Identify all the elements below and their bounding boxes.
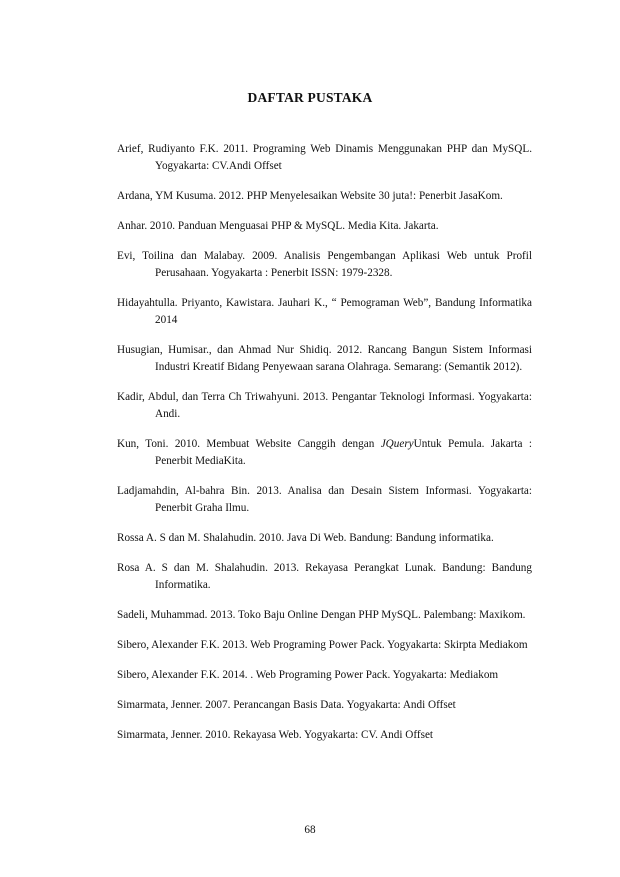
reference-text: Untuk Pemula. Jakarta : Penerbit MediaKita. [155, 438, 533, 467]
reference-item: Sadeli, Muhammad. 2013. Toko Baju Online Dengan PHP MySQL. Palembang: Maxikom. [117, 609, 526, 621]
reference-item: Kadir, Abdul, dan Terra Ch Triwahyuni. 2013. Pengantar Teknologi Informasi. Yogyakarta: Andi. [117, 391, 532, 420]
reference-item: Husugian, Humisar., dan Ahmad Nur Shidiq. 2012. Rancang Bangun Sistem Informasi Industri Kreatif Bidang Penyewaan sarana Olahraga. Semarang: (Semantik 2012). [117, 344, 532, 373]
reference-list [117, 141, 532, 757]
page-number: 68 [304, 824, 316, 836]
reference-italic-term: JQuery [380, 438, 414, 450]
reference-item: Evi, Toilina dan Malabay. 2009. Analisis Pengembangan Aplikasi Web untuk Profil Perusahaan. Yogyakarta : Penerbit ISSN: 1979-2328. [117, 250, 532, 279]
reference-item: Sibero, Alexander F.K. 2013. Web Programing Power Pack. Yogyakarta: Skirpta Mediakom [117, 639, 528, 651]
reference-item: Rosa A. S dan M. Shalahudin. 2013. Rekayasa Perangkat Lunak. Bandung: Bandung Informatika. [117, 562, 532, 591]
reference-item: Sibero, Alexander F.K. 2014. . Web Programing Power Pack. Yogyakarta: Mediakom [117, 669, 499, 681]
reference-item: Arief, Rudiyanto F.K. 2011. Programing Web Dinamis Menggunakan PHP dan MySQL. Yogyakarta: CV.Andi Offset [117, 143, 532, 172]
reference-item: Rossa A. S dan M. Shalahudin. 2010. Java Di Web. Bandung: Bandung informatika. [117, 532, 494, 544]
reference-item: Simarmata, Jenner. 2010. Rekayasa Web. Yogyakarta: CV. Andi Offset [117, 729, 434, 741]
reference-item: Anhar. 2010. Panduan Menguasai PHP & MySQL. Media Kita. Jakarta. [117, 220, 439, 232]
reference-item: Ardana, YM Kusuma. 2012. PHP Menyelesaikan Website 30 juta!: Penerbit JasaKom. [117, 190, 503, 202]
reference-text: Kun, Toni. 2010. Membuat Website Canggih dengan [117, 438, 381, 450]
reference-item: Ladjamahdin, Al-bahra Bin. 2013. Analisa dan Desain Sistem Informasi. Yogyakarta: Penerbit Graha Ilmu. [117, 485, 532, 514]
reference-item [117, 436, 532, 470]
reference-item: Simarmata, Jenner. 2007. Perancangan Basis Data. Yogyakarta: Andi Offset [117, 699, 456, 711]
reference-item: Hidayahtulla. Priyanto, Kawistara. Jauhari K., “ Pemograman Web”, Bandung Informatika 2014 [117, 297, 532, 326]
page-title: DAFTAR PUSTAKA [247, 90, 373, 105]
